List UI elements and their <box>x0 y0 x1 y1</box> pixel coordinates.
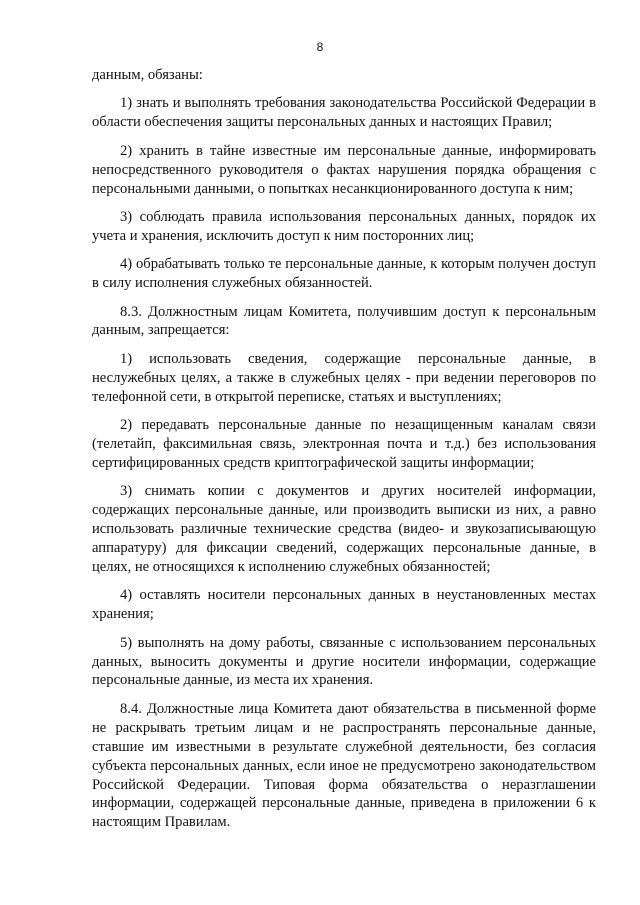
paragraph-continuation: данным, обязаны: <box>92 67 203 83</box>
paragraph-prohibition-5: 5) выполнять на дому работы, связанные с использованием персональных данных, выносить документы и другие носители информации, содержащие персональные данные, из места их хранения. <box>92 634 596 689</box>
paragraph-item-4-process-only: 4) обрабатывать только те персональные данные, к которым получен доступ в силу исполнения служебных обязанностей. <box>92 256 596 292</box>
page-number: 8 <box>316 40 324 54</box>
paragraph-section-8-4: 8.4. Должностные лица Комитета дают обязательства в письменной форме не раскрывать третьим лицам и не распространять персональные данные, ставшие им известными в результате служебной деятельности, без согласия субъекта персональных данных, если иное не предусмотрено законодательством Российской Федерации. Типовая форма обязательства о неразглашении информации, содержащей персональные данные, приведена в приложении 6 к настоящим Правилам. <box>92 700 596 831</box>
paragraph-item-3-follow-rules: 3) соблюдать правила использования персональных данных, порядок их учета и хранения, исключить доступ к ним посторонних лиц; <box>92 208 596 244</box>
paragraph-prohibition-1: 1) использовать сведения, содержащие персональные данные, в неслужебных целях, а также в служебных целях - при ведении переговоров по телефонной сети, в открытой переписке, статьях и выступлениях; <box>92 350 596 405</box>
document-body <box>92 66 596 842</box>
paragraph-prohibition-4: 4) оставлять носители персональных данных в неустановленных местах хранения; <box>92 587 596 623</box>
paragraph-prohibition-2: 2) передавать персональные данные по незащищенным каналам связи (телетайп, факсимильная связь, электронная почта и т.д.) без использования сертифицированных средств криптографической защиты информации; <box>92 417 596 471</box>
paragraph-item-1-know-requirements: 1) знать и выполнять требования законодательства Российской Федерации в области обеспечения защиты персональных данных и настоящих Правил; <box>92 95 596 131</box>
paragraph-item-2-keep-secret: 2) хранить в тайне известные им персональные данные, информировать непосредственного руководителя о фактах нарушения порядка обращения с персональными данными, о попытках несанкционированного доступа к ним; <box>92 142 596 197</box>
paragraph-prohibition-3: 3) снимать копии с документов и других носителей информации, содержащих персональные данные, или производить выписки из них, а равно использовать различные технические средства (видео- и звукозаписывающую аппаратуру) для фиксации сведений, содержащих персональные данные, в целях, не относящихся к исполнению служебных обязанностей; <box>92 483 596 575</box>
paragraph-section-8-3: 8.3. Должностным лицам Комитета, получившим доступ к персональным данным, запрещается: <box>92 303 596 339</box>
